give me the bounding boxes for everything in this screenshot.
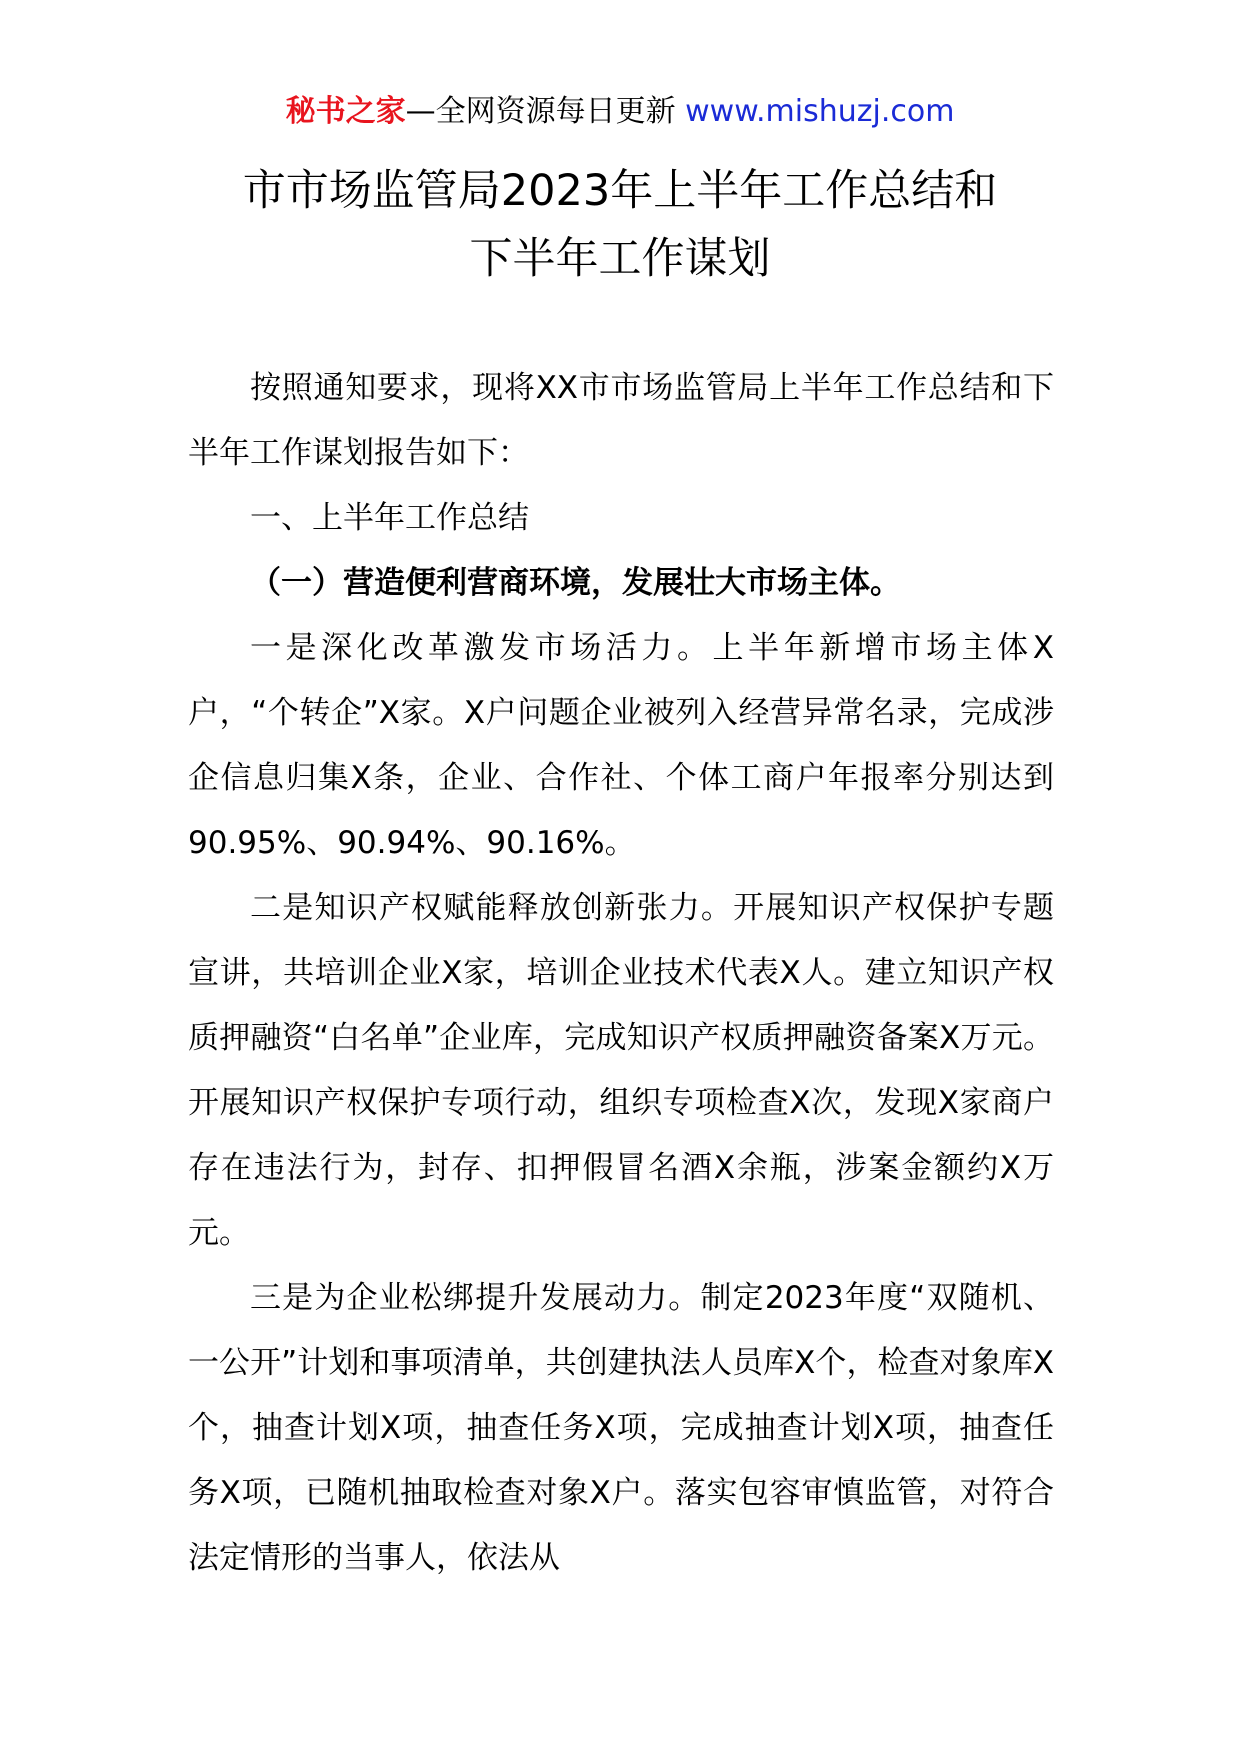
body-paragraph: 三是为企业松绑提升发展动力。制定2023年度“双随机、一公开”计划和事项清单，共创建执法人员库X个，检查对象库X个，抽查计划X项，抽查任务X项，完成抽查计划X项，抽查任务X项，已随机抽取检查对象X户。落实包容审慎监管，对符合法定情形的当事人，依法从 (188, 1280, 1054, 1576)
intro-paragraph: 按照通知要求，现将XX市市场监管局上半年工作总结和下半年工作谋划报告如下： (188, 370, 1054, 471)
section-heading: 一、上半年工作总结 (250, 500, 529, 536)
document-title-line-1: 市市场监管局2023年上半年工作总结和 (242, 166, 998, 216)
header-tagline: —全网资源每日更新 (405, 94, 676, 129)
brand-name: 秘书之家 (285, 94, 406, 129)
body-paragraph: 二是知识产权赋能释放创新张力。开展知识产权保护专题宣讲，共培训企业X家，培训企业技术代表X人。建立知识产权质押融资“白名单”企业库，完成知识产权质押融资备案X万元。开展知识产权保护专项行动，组织专项检查X次，发现X家商户存在违法行为，封存、扣押假冒名酒X余瓶，涉案金额约X万元。 (188, 890, 1054, 1251)
body-paragraph: 一是深化改革激发市场活力。上半年新增市场主体X户，“个转企”X家。X户问题企业被列入经营异常名录，完成涉企信息归集X条，企业、合作社、个体工商户年报率分别达到90.95%、90.94%、90.16%。 (188, 630, 1054, 861)
document-body (188, 356, 1054, 1591)
site-header (0, 92, 1240, 132)
subsection-heading: （一）营造便利营商环境，发展壮大市场主体。 (250, 565, 901, 601)
document-title-line-2: 下半年工作谋划 (469, 234, 771, 284)
site-url-link[interactable]: www.mishuzj.com (685, 94, 955, 129)
